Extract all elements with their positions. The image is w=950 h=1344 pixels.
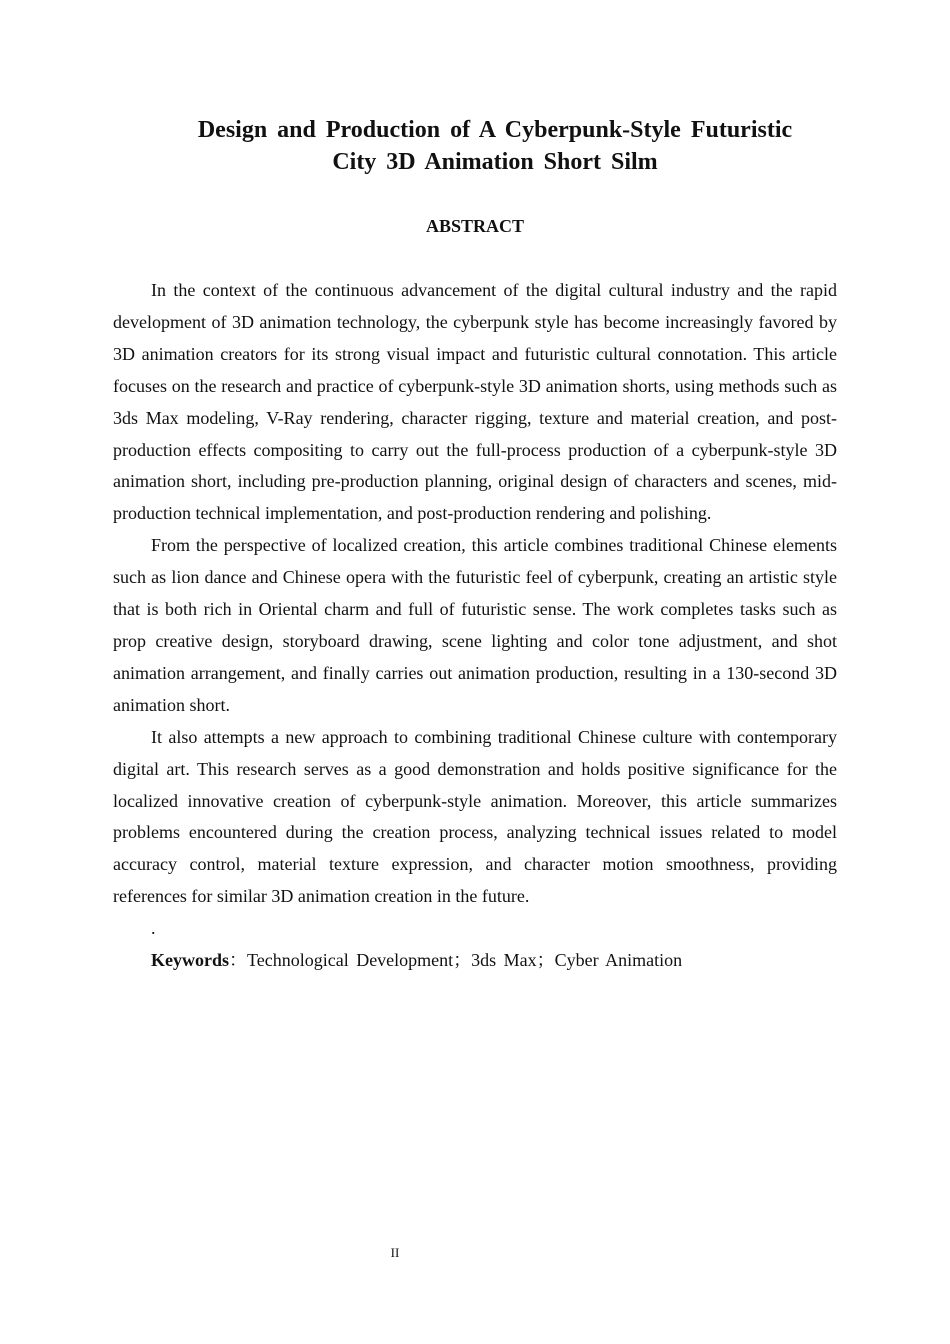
abstract-paragraph-3: It also attempts a new approach to combining traditional Chinese culture with contemporary digital art. This research serves as a good demonstration and holds positive significance for the localized innovative creation of cyberpunk-style animation. Moreover, this article summarizes problems encountered during the creation process, analyzing technical issues related to model accuracy control, material texture expression, and character motion smoothness, providing references for similar 3D animation creation in the future.: [113, 726, 837, 907]
abstract-paragraph-2: From the perspective of localized creation, this article combines traditional Chinese elements such as lion dance and Chinese opera with the futuristic feel of cyberpunk, creating an artistic style that is both rich in Oriental charm and full of futuristic sense. The work completes tasks such as prop creative design, storyboard drawing, scene lighting and color tone adjustment, and shot animation arrangement, and finally carries out animation production, resulting in a 130-second 3D animation short.: [113, 535, 837, 715]
keywords-line: [113, 945, 837, 977]
paper-title-line-2: City 3D Animation Short Silm: [332, 149, 658, 175]
keywords-separator: ：: [229, 950, 247, 971]
stray-period: .: [151, 918, 156, 939]
keywords-label: Keywords: [151, 950, 229, 971]
page-number: II: [390, 1245, 400, 1260]
paper-title: [150, 114, 840, 178]
abstract-paragraph-1: In the context of the continuous advancement of the digital cultural industry and the rapid development of 3D animation technology, the cyberpunk style has become increasingly favored by 3D animation creators for its strong visual impact and futuristic cultural connotation. This article focuses on the research and practice of cyberpunk-style 3D animation shorts, using methods such as 3ds Max modeling, V-Ray rendering, character rigging, texture and material creation, and post-production effects compositing to carry out the full-process production of a cyberpunk-style 3D animation short, including pre-production planning, original design of characters and scenes, mid-production technical implementation, and post-production rendering and polishing.: [113, 280, 837, 524]
keywords-value: Technological Development；3ds Max；Cyber Animation: [247, 950, 683, 971]
paper-title-line-1: Design and Production of A Cyberpunk-Style Futuristic: [197, 117, 793, 143]
abstract-body: [113, 275, 837, 977]
abstract-heading: ABSTRACT: [425, 216, 525, 236]
